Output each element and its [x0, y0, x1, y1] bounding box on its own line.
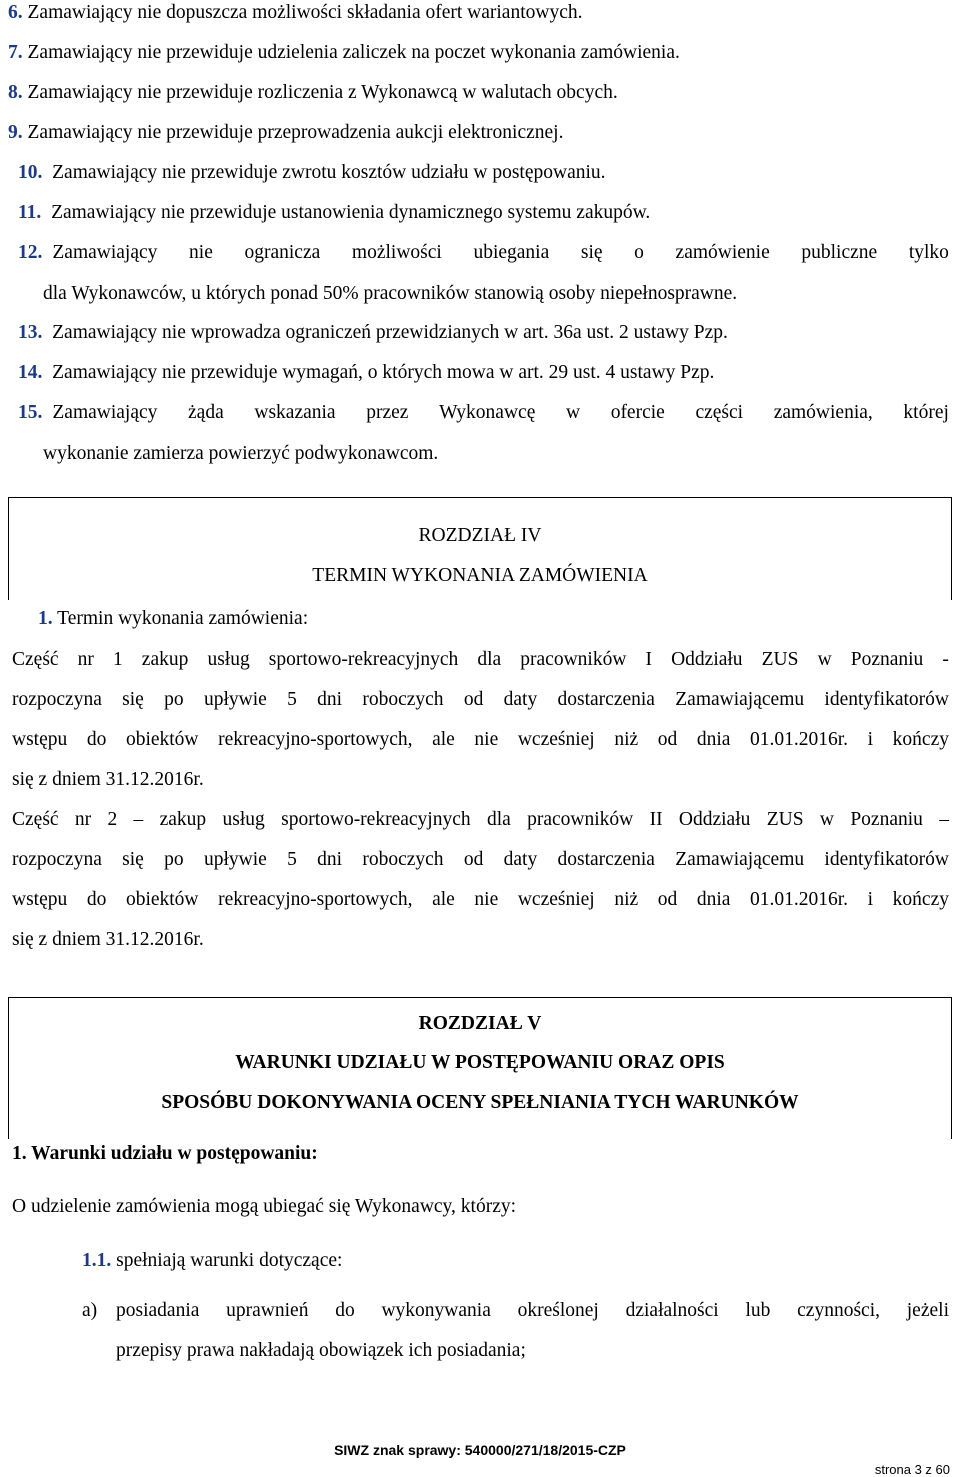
word: pracowników	[520, 649, 627, 670]
list-item	[8, 3, 583, 23]
word: od	[463, 849, 484, 870]
word: po	[164, 849, 184, 870]
word: uprawnień	[226, 1300, 309, 1321]
word: w	[819, 809, 834, 830]
word: do	[86, 729, 107, 750]
word: zamówienie	[675, 242, 770, 263]
word: daty	[503, 689, 538, 710]
item-number: 7.	[8, 42, 23, 63]
item-text: Zamawiający nie przewiduje ustanowienia dynamicznego systemu zakupów.	[51, 202, 651, 223]
word: upływie	[203, 849, 267, 870]
word: zakup	[159, 809, 207, 830]
word: publiczne	[801, 242, 878, 263]
item-text: spełniają warunki dotyczące:	[116, 1250, 343, 1271]
word: rekreacyjno-sportowych,	[218, 889, 413, 910]
section-intro: O udzielenie zamówienia mogą ubiegać się Wykonawcy, którzy:	[12, 1196, 517, 1217]
list-item	[18, 203, 650, 223]
word: 5	[287, 689, 297, 710]
word: I	[645, 649, 652, 670]
chapter-subtitle: WARUNKI UDZIAŁU W POSTĘPOWANIU ORAZ OPIS	[235, 1052, 725, 1073]
word: identyfikatorów	[824, 689, 949, 710]
word: Część	[12, 649, 59, 670]
item-number: 8.	[8, 82, 23, 103]
word: nie	[189, 242, 213, 263]
word: po	[164, 689, 184, 710]
list-item	[18, 403, 949, 423]
justified-line	[18, 403, 949, 423]
word: Część	[12, 809, 59, 830]
chapter-title: ROZDZIAŁ IV	[418, 525, 542, 546]
word: lub	[745, 1300, 771, 1321]
word: wcześniej	[517, 729, 595, 750]
word: obiektów	[125, 889, 199, 910]
word: nie	[474, 729, 499, 750]
word: ale	[432, 729, 455, 750]
word: nr	[74, 809, 92, 830]
word: dni	[317, 849, 343, 870]
subsection	[82, 1251, 342, 1271]
word: żąda	[188, 402, 224, 423]
word: Oddziału	[671, 649, 743, 670]
item-number: 12.	[18, 242, 43, 263]
justified-line	[12, 730, 949, 770]
word: 01.01.2016r.	[750, 889, 849, 910]
list-item	[18, 163, 606, 183]
word: Zamawiającemu	[675, 689, 805, 710]
list-item	[18, 243, 949, 263]
word: sportowo-rekreacyjnych	[268, 649, 459, 670]
word: ZUS	[761, 649, 799, 670]
word: dnia	[696, 889, 731, 910]
word: Poznaniu	[850, 649, 924, 670]
item-text: Zamawiający nie przewiduje udzielenia zaliczek na poczet wykonania zamówienia.	[27, 42, 680, 63]
justified-line	[12, 810, 949, 850]
item-text: Termin wykonania zamówienia:	[57, 608, 309, 629]
word: zamówienia,	[773, 402, 873, 423]
word: nie	[474, 889, 499, 910]
chapter-subtitle: SPOSÓBU DOKONYWANIA OCENY SPEŁNIANIA TYCH WARUNKÓW	[161, 1092, 799, 1113]
word: 2	[107, 809, 118, 830]
word: rekreacyjno-sportowych,	[218, 729, 413, 750]
word: kończy	[892, 889, 949, 910]
justified-line	[12, 690, 949, 730]
word: –	[939, 809, 949, 830]
word: i	[867, 889, 874, 910]
word: Zamawiający	[52, 402, 158, 423]
word: w	[817, 649, 832, 670]
word: przez	[366, 402, 409, 423]
word: kończy	[892, 729, 949, 750]
list-item-continuation: dla Wykonawców, u których ponad 50% pracowników stanowią osoby niepełnosprawne.	[43, 283, 738, 304]
word: upływie	[203, 689, 267, 710]
word: w	[565, 402, 581, 423]
footer-reference: SIWZ znak sprawy: 540000/271/18/2015-CZP	[334, 1442, 626, 1458]
word: nr	[77, 649, 94, 670]
item-text: Zamawiający nie przewiduje rozliczenia z Wykonawcą w walutach obcych.	[27, 82, 618, 103]
word: ubiegania	[473, 242, 550, 263]
word: o	[634, 242, 644, 263]
word: 1	[112, 649, 123, 670]
section-item	[38, 609, 308, 629]
word: Zamawiający	[52, 242, 158, 263]
justified-line	[116, 1301, 949, 1321]
word: Oddziału	[678, 809, 751, 830]
word: posiadania	[116, 1300, 200, 1321]
word: Poznaniu	[850, 809, 923, 830]
item-number: 9.	[8, 122, 23, 143]
list-item	[18, 323, 728, 343]
point-label: a)	[82, 1300, 98, 1321]
word: usług	[222, 809, 265, 830]
word: rozpoczyna	[12, 849, 102, 870]
item-number: 1.1.	[82, 1250, 112, 1271]
item-number: 1.	[38, 608, 53, 629]
word: od	[657, 729, 678, 750]
list-item	[18, 363, 714, 383]
word: możliwości	[351, 242, 442, 263]
word: roboczych	[362, 689, 444, 710]
item-text: Zamawiający nie przewiduje przeprowadzenia aukcji elektronicznej.	[27, 122, 564, 143]
justified-line	[18, 243, 949, 263]
item-number: 15.	[18, 402, 43, 423]
paragraph-last-line: się z dniem 31.12.2016r.	[12, 929, 204, 950]
section-heading: 1. Warunki udziału w postępowaniu:	[12, 1143, 318, 1164]
justified-line	[12, 650, 949, 690]
word: wcześniej	[517, 889, 595, 910]
justified-line	[12, 850, 949, 890]
item-text: Zamawiający nie dopuszcza możliwości składania ofert wariantowych.	[27, 2, 583, 23]
chapter-title: ROZDZIAŁ V	[418, 1013, 542, 1034]
word: identyfikatorów	[824, 849, 949, 870]
item-number: 14.	[18, 362, 43, 383]
item-text: Zamawiający nie przewiduje wymagań, o których mowa w art. 29 ust. 4 ustawy Pzp.	[52, 362, 715, 383]
word: się	[122, 849, 144, 870]
word: czynności,	[797, 1300, 881, 1321]
word: ogranicza	[244, 242, 321, 263]
list-item-continuation: wykonanie zamierza powierzyć podwykonawcom.	[43, 443, 439, 464]
word: usług	[207, 649, 250, 670]
word: niż	[614, 729, 639, 750]
word: ofercie	[610, 402, 665, 423]
word: której	[903, 402, 949, 423]
word: Zamawiającemu	[675, 849, 805, 870]
word: dla	[486, 809, 511, 830]
word: dostarczenia	[557, 689, 655, 710]
word: dostarczenia	[557, 849, 655, 870]
word: sportowo-rekreacyjnych	[281, 809, 471, 830]
word: daty	[503, 849, 538, 870]
word: określonej	[517, 1300, 599, 1321]
page-number: strona 3 z 60	[874, 1462, 950, 1477]
item-number: 13.	[18, 322, 43, 343]
word: części	[695, 402, 744, 423]
word: roboczych	[362, 849, 444, 870]
word: 5	[287, 849, 297, 870]
word: ZUS	[766, 809, 804, 830]
point-text-continuation: przepisy prawa nakładają obowiązek ich posiadania;	[116, 1340, 526, 1361]
justified-line	[12, 890, 949, 930]
word: i	[867, 729, 874, 750]
word: od	[657, 889, 678, 910]
word: niż	[614, 889, 639, 910]
item-number: 11.	[18, 202, 42, 223]
word: dni	[317, 689, 343, 710]
word: ale	[432, 889, 455, 910]
word: zakup	[141, 649, 189, 670]
item-text: Zamawiający nie wprowadza ograniczeń przewidzianych w art. 36a ust. 2 ustawy Pzp.	[52, 322, 728, 343]
paragraph-last-line: się z dniem 31.12.2016r.	[12, 769, 204, 790]
list-item	[8, 123, 563, 143]
item-text: Zamawiający nie przewiduje zwrotu kosztów udziału w postępowaniu.	[52, 162, 606, 183]
word: pracowników	[527, 809, 634, 830]
word: -	[942, 649, 949, 670]
word: 01.01.2016r.	[750, 729, 849, 750]
chapter-subtitle: TERMIN WYKONANIA ZAMÓWIENIA	[312, 565, 648, 586]
paragraph-part1	[12, 650, 949, 810]
word: od	[463, 689, 484, 710]
word: jeżeli	[906, 1300, 949, 1321]
word: rozpoczyna	[12, 689, 102, 710]
word: się	[580, 242, 603, 263]
item-number: 10.	[18, 162, 43, 183]
word: wykonywania	[381, 1300, 491, 1321]
word: Wykonawcę	[439, 402, 536, 423]
word: do	[335, 1300, 355, 1321]
word: dla	[477, 649, 502, 670]
word: –	[133, 809, 144, 830]
justified-words	[52, 403, 949, 423]
word: wskazania	[254, 402, 336, 423]
word: tylko	[908, 242, 949, 263]
word: II	[649, 809, 663, 830]
word: się	[122, 689, 144, 710]
point-text	[116, 1301, 949, 1321]
justified-words	[52, 243, 949, 263]
word: do	[86, 889, 107, 910]
paragraph-part2	[12, 810, 949, 970]
list-item	[8, 43, 680, 63]
item-number: 6.	[8, 2, 23, 23]
list-item	[8, 83, 618, 103]
word: wstępu	[12, 889, 68, 910]
word: dnia	[696, 729, 731, 750]
word: wstępu	[12, 729, 68, 750]
word: obiektów	[125, 729, 199, 750]
word: działalności	[625, 1300, 719, 1321]
